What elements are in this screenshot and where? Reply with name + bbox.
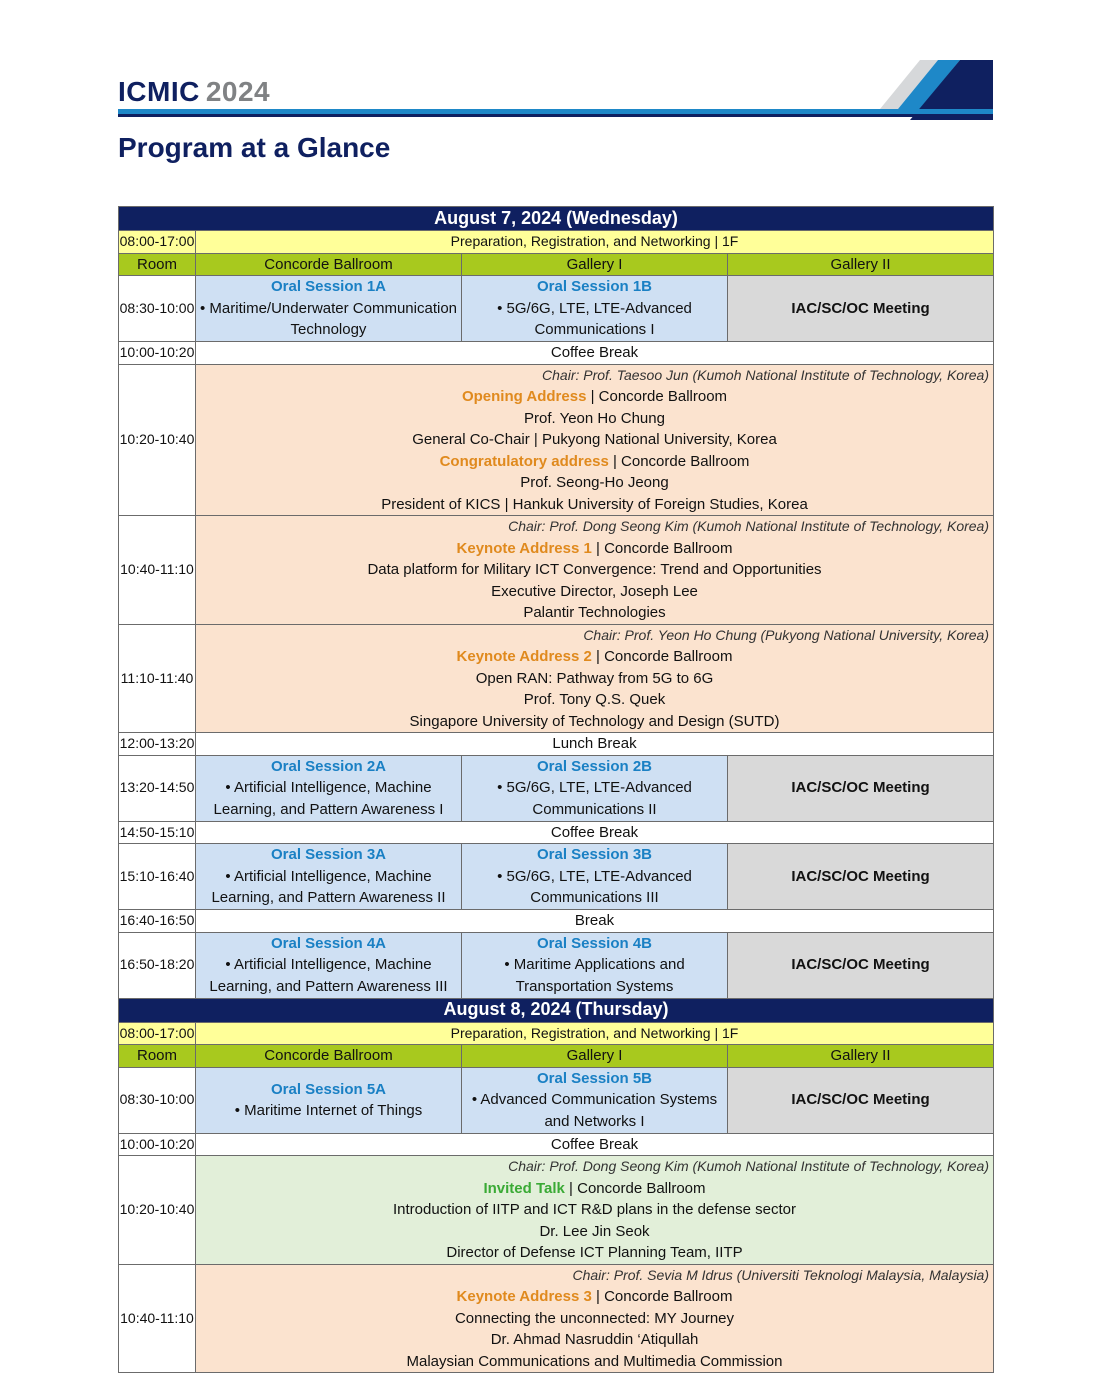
table-row: 11:10-11:40 Chair: Prof. Yeon Ho Chung (Pukyong National University, Korea) Keynote Address 2 | Concorde Ballroom Open RAN: Pathway from 5G to 6G Prof. Tony Q.S. Quek Singapore University of Technology and Design (SUTD) (119, 624, 994, 733)
oral-session-4a: Oral Session 4A • Artificial Intelligence, Machine Learning, and Pattern Awareness III (196, 932, 462, 998)
table-row: 08:00-17:00 Preparation, Registration, and Networking | 1F (119, 231, 994, 254)
oral-session-2b: Oral Session 2B • 5G/6G, LTE, LTE-Advanced Communications II (462, 755, 728, 821)
table-row: 10:40-11:10 Chair: Prof. Dong Seong Kim (Kumoh National Institute of Technology, Korea) Keynote Address 1 | Concorde Ballroom Data platform for Military ICT Convergence: Trend and Opportunities Executive Director, Joseph Lee Palantir Technologies (119, 516, 994, 625)
day1-date-row: August 7, 2024 (Wednesday) (119, 207, 994, 231)
oral-session-3a: Oral Session 3A • Artificial Intelligence, Machine Learning, and Pattern Awareness II (196, 844, 462, 910)
oral-session-1b: Oral Session 1B • 5G/6G, LTE, LTE-Advanced Communications I (462, 276, 728, 342)
table-row: 10:40-11:10 Chair: Prof. Sevia M Idrus (Universiti Teknologi Malaysia, Malaysia) Keynote Address 3 | Concorde Ballroom Connecting the unconnected: MY Journey Dr. Ahmad Nasruddin ‘Atiqullah Malaysian Communications and Multimedia Commission (119, 1264, 994, 1373)
oral-session-1a: Oral Session 1A • Maritime/Underwater Communication Technology (196, 276, 462, 342)
brand-logo: ICMIC 2024 (118, 76, 271, 107)
keynote-3-block: Chair: Prof. Sevia M Idrus (Universiti Teknologi Malaysia, Malaysia) Keynote Address 3 | Concorde Ballroom Connecting the unconnected: MY Journey Dr. Ahmad Nasruddin ‘Atiqullah Malaysian Communications and Multimedia Commission (196, 1264, 994, 1373)
oral-session-4b: Oral Session 4B • Maritime Applications and Transportation Systems (462, 932, 728, 998)
table-row: 10:20-10:40 Chair: Prof. Dong Seong Kim (Kumoh National Institute of Technology, Korea) Invited Talk | Concorde Ballroom Introduction of IITP and ICT R&D plans in the defense sector Dr. Lee Jin Seok Director of Defense ICT Planning Team, IITP (119, 1156, 994, 1265)
table-row: 14:50-15:10 Coffee Break (119, 821, 994, 844)
oral-session-2a: Oral Session 2A • Artificial Intelligence, Machine Learning, and Pattern Awareness I (196, 755, 462, 821)
keynote-1-block: Chair: Prof. Dong Seong Kim (Kumoh National Institute of Technology, Korea) Keynote Address 1 | Concorde Ballroom Data platform for Military ICT Convergence: Trend and Opportunities Executive Director, Joseph Lee Palantir Technologies (196, 516, 994, 625)
table-row: 16:40-16:50 Break (119, 910, 994, 933)
invited-talk-block: Chair: Prof. Dong Seong Kim (Kumoh National Institute of Technology, Korea) Invited Talk | Concorde Ballroom Introduction of IITP and ICT R&D plans in the defense sector Dr. Lee Jin Seok Director of Defense ICT Planning Team, IITP (196, 1156, 994, 1265)
table-row: 10:00-10:20 Coffee Break (119, 342, 994, 365)
table-row: 13:20-14:50 Oral Session 2A • Artificial Intelligence, Machine Learning, and Pattern Awareness I Oral Session 2B • 5G/6G, LTE, LTE-Advanced Communications II IAC/SC/OC Meeting (119, 755, 994, 821)
opening-address-block: Chair: Prof. Taesoo Jun (Kumoh National Institute of Technology, Korea) Opening Address | Concorde Ballroom Prof. Yeon Ho Chung General Co-Chair | Pukyong National University, Korea Congratulatory address | Concorde Ballroom Prof. Seong-Ho Jeong President of KICS | Hankuk University of Foreign Studies, Korea (196, 364, 994, 516)
table-row: 12:00-13:20 Lunch Break (119, 733, 994, 756)
table-row: 10:20-10:40 Chair: Prof. Taesoo Jun (Kumoh National Institute of Technology, Korea) Opening Address | Concorde Ballroom Prof. Yeon Ho Chung General Co-Chair | Pukyong National University, Korea Congratulatory address | Concorde Ballroom Prof. Seong-Ho Jeong President of KICS | Hankuk University of Foreign Studies, Korea (119, 364, 994, 516)
oral-session-3b: Oral Session 3B • 5G/6G, LTE, LTE-Advanced Communications III (462, 844, 728, 910)
day2-date-row: August 8, 2024 (Thursday) (119, 998, 994, 1022)
table-row: 15:10-16:40 Oral Session 3A • Artificial Intelligence, Machine Learning, and Pattern Awareness II Oral Session 3B • 5G/6G, LTE, LTE-Advanced Communications III IAC/SC/OC Meeting (119, 844, 994, 910)
table-row: 16:50-18:20 Oral Session 4A • Artificial Intelligence, Machine Learning, and Pattern Awareness III Oral Session 4B • Maritime Applications and Transportation Systems IAC/SC/OC Meeting (119, 932, 994, 998)
table-row: 08:00-17:00 Preparation, Registration, and Networking | 1F (119, 1022, 994, 1045)
page-title: Program at a Glance (118, 132, 391, 163)
room-header-row: Room Concorde Ballroom Gallery I Gallery II (119, 253, 994, 276)
table-row: 10:00-10:20 Coffee Break (119, 1133, 994, 1156)
oral-session-5b: Oral Session 5B • Advanced Communication Systems and Networks I (462, 1067, 728, 1133)
header-bar-dark (118, 114, 993, 117)
oral-session-5a: Oral Session 5A • Maritime Internet of Things (196, 1067, 462, 1133)
table-row: 08:30-10:00 Oral Session 5A • Maritime Internet of Things Oral Session 5B • Advanced Communication Systems and Networks I IAC/SC/OC Meeting (119, 1067, 994, 1133)
table-row: 08:30-10:00 Oral Session 1A • Maritime/Underwater Communication Technology Oral Session 1B • 5G/6G, LTE, LTE-Advanced Communications I IAC/SC/OC Meeting (119, 276, 994, 342)
room-header-row: Room Concorde Ballroom Gallery I Gallery II (119, 1045, 994, 1068)
program-table (118, 206, 994, 1373)
header (118, 60, 993, 120)
keynote-2-block: Chair: Prof. Yeon Ho Chung (Pukyong National University, Korea) Keynote Address 2 | Concorde Ballroom Open RAN: Pathway from 5G to 6G Prof. Tony Q.S. Quek Singapore University of Technology and Design (SUTD) (196, 624, 994, 733)
